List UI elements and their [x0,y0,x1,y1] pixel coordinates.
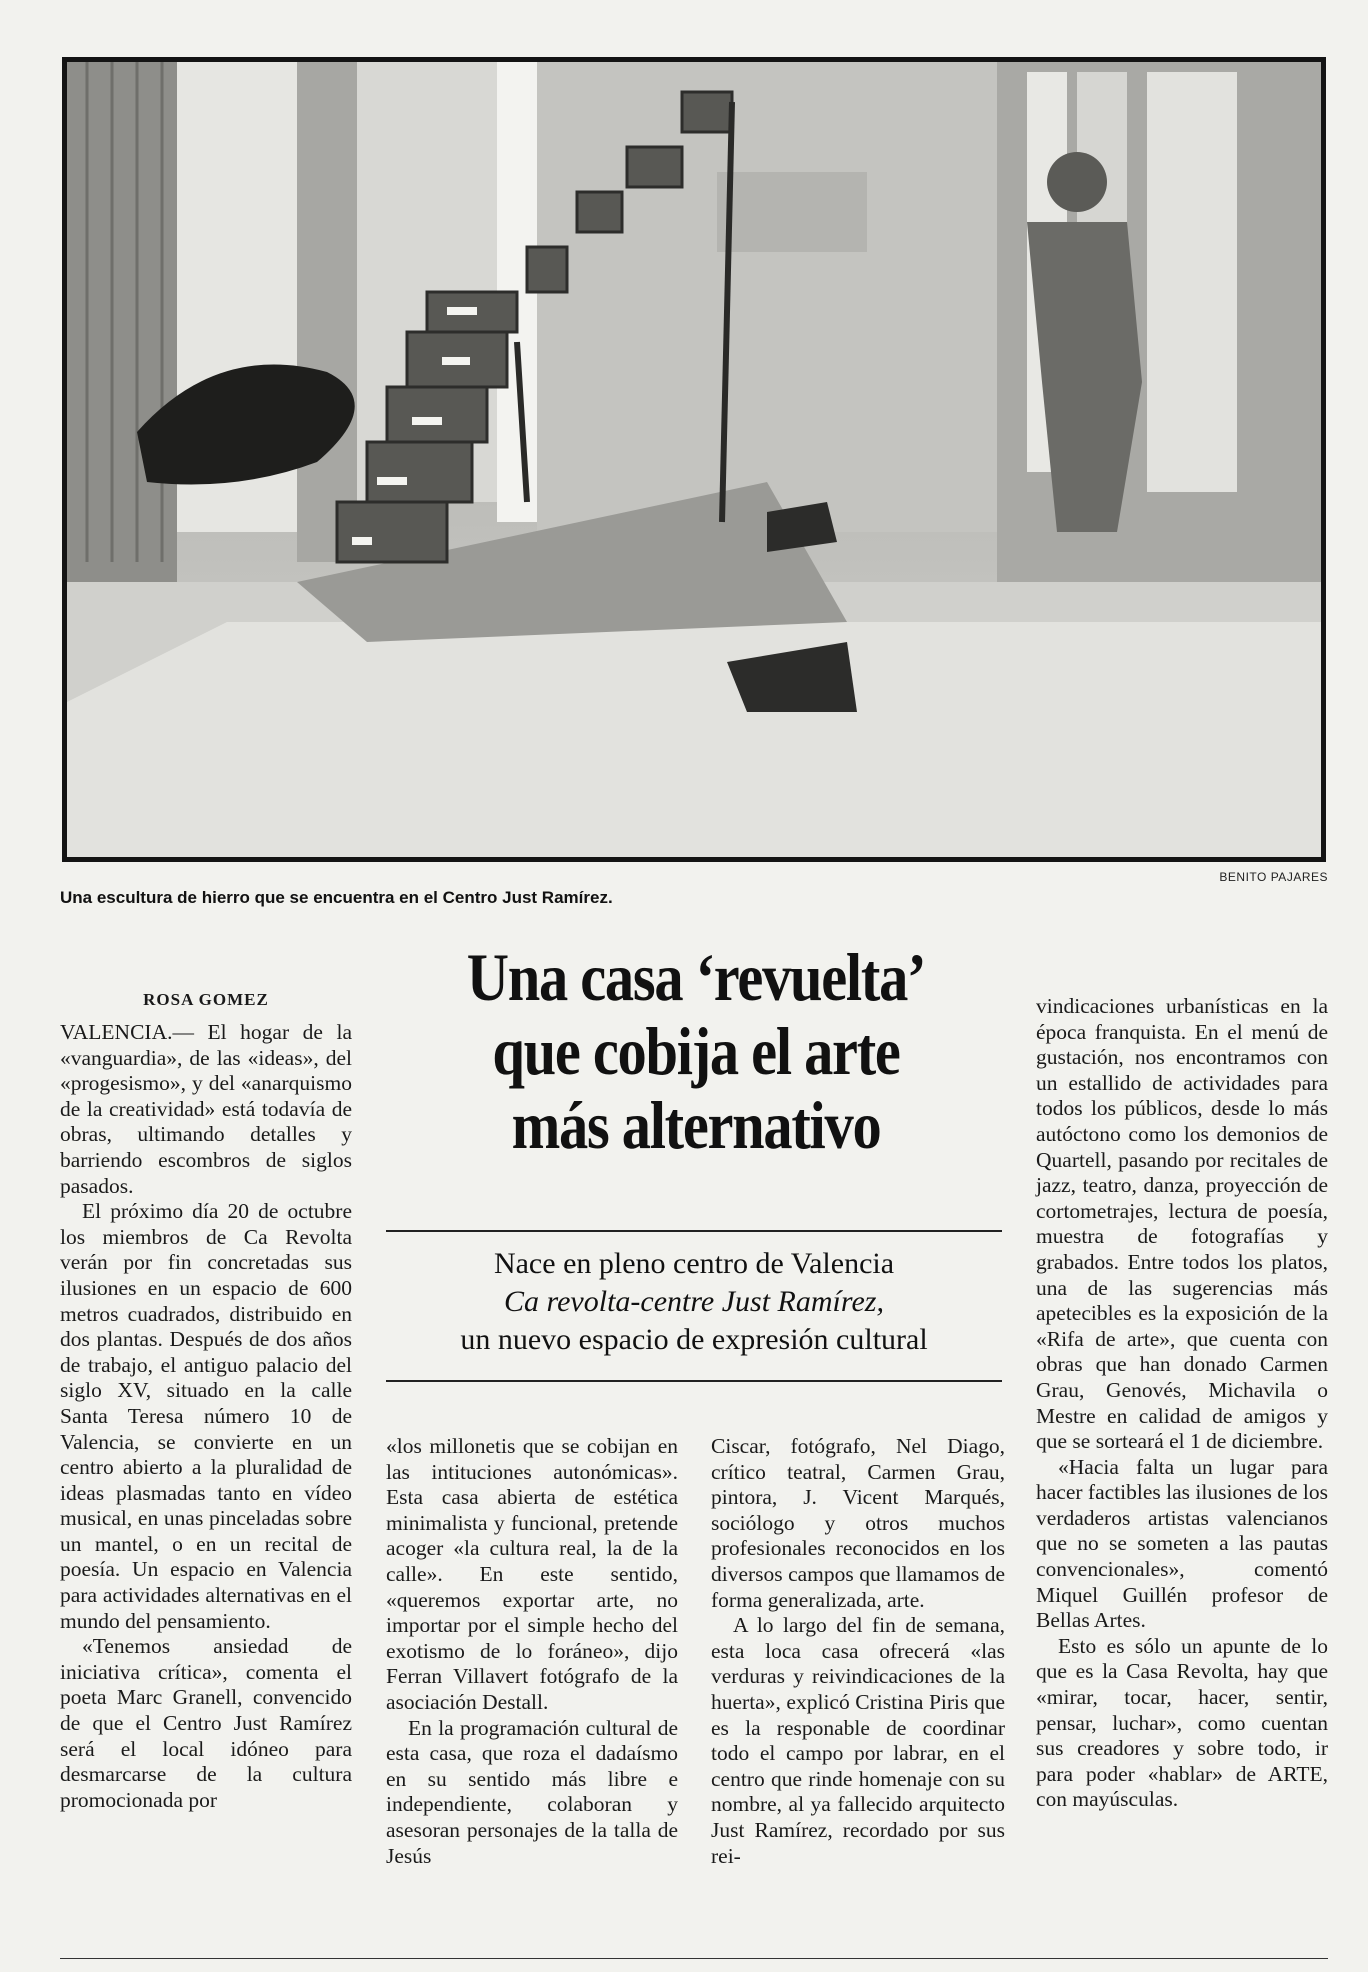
sculpture-photo-image [67,62,1321,857]
article-column-2 [386,1434,678,1869]
paragraph: El próximo día 20 de octubre los miembros de Ca Revolta verán por fin concretadas sus ilusiones en un espacio de 600 metros cuadrados, distribuido en dos plantas. Después de dos años de trabajo, el antiguo palacio del siglo XV, situado en la calle Santa Teresa número 10 de Valencia, se convierte en un centro abierto a la pluralidad de ideas plasmadas tanto en vídeo musical, en unas pinceladas sobre un mantel, o en un recital de poesía. Un espacio en Valencia para actividades alternativas en el mundo del pensamiento. [60,1199,352,1633]
paragraph: Esto es sólo un apunte de lo que es la Casa Revolta, hay que «mirar, tocar, hacer, sentir, pensar, luchar», como cuentan sus creadores y sobre todo, ir para poder «hablar» de ARTE, con mayúsculas. [1036,1633,1328,1812]
subhead-bottom-rule [386,1380,1002,1382]
subhead-top-rule [386,1230,1002,1232]
headline-line: que cobija el arte [492,1013,900,1089]
article-column-1 [60,1020,352,1813]
article-column-3 [711,1434,1005,1869]
subhead-line: Ca revolta-centre Just Ramírez, [504,1285,884,1318]
byline: ROSA GOMEZ [143,990,269,1009]
paragraph: VALENCIA.— El hogar de la «vanguardia», de las «ideas», del «progesismo», y del «anarquismo de la creatividad» está todavía de obras, ultimando detalles y barriendo escombros de siglos pasados. [60,1020,352,1198]
paragraph: A lo largo del fin de semana, esta loca casa ofrecerá «las verduras y reivindicaciones de la huerta», explicó Cristina Piris que es la responable de coordinar todo el campo por labrar, en el centro que rinde homenaje con su nombre, al ya fallecido arquitecto Just Ramírez, recordado por sus rei- [711,1613,1005,1868]
subhead-line: Nace en pleno centro de Valencia [493,1247,895,1280]
paragraph: «Tenemos ansiedad de iniciativa crítica», comenta el poeta Marc Granell, convencido de que el Centro Just Ramírez será el local idóneo para desmarcarse de la cultura promocionada por [60,1634,352,1812]
photo-credit: BENITO PAJARES [1219,870,1328,884]
paragraph: vindicaciones urbanísticas en la época franquista. En el menú de gustación, nos encontramos con un estallido de actividades para todos los públicos, desde lo más autóctono como los demonios de Quartell, pasando por recitales de jazz, teatro, danza, proyección de cortometrajes, lectura de poesía, muestra de fotografías y grabados. Entre todos los platos, una de las sugerencias más apetecibles es la exposición de la «Rifa de arte», que cuenta con obras que han donado Carmen Grau, Genovés, Michavila o Mestre en calidad de amigos y que se sorteará el 1 de diciembre. [1036,994,1328,1454]
paragraph: «Hacia falta un lugar para hacer factibles las ilusiones de los verdaderos artistas valencianos que no se someten a las pautas convencionales», comentó Miquel Guillén profesor de Bellas Artes. [1036,1454,1328,1633]
paragraph: En la programación cultural de esta casa, que roza el dadaísmo en su sentido más libre e independiente, colaboran y asesoran personajes de la talla de Jesús [386,1715,678,1868]
paragraph: «los millonetis que se cobijan en las intituciones autonómicas». Esta casa abierta de estética minimalista y funcional, pretende acoger «la cultura real, la de la calle». En este sentido, «queremos exportar arte, no importar por el simple hecho del exotismo de lo foráneo», dijo Ferran Villavert fotógrafo de la asociación Destall. [386,1434,678,1714]
subhead [386,1245,1002,1359]
headline [429,940,962,1162]
paragraph: Ciscar, fotógrafo, Nel Diago, crítico teatral, Carmen Grau, pintora, J. Vicent Marqués, sociólogo y otros muchos profesionales reconocidos en los diversos campos que llamamos de forma generalizada, arte. [711,1434,1005,1612]
photo-caption: Una escultura de hierro que se encuentra en el Centro Just Ramírez. [60,888,613,907]
sculpture-photo [62,57,1326,862]
article-column-4 [1036,994,1328,1813]
subhead-line: un nuevo espacio de expresión cultural [460,1323,928,1356]
headline-line: Una casa ‘revuelta’ [466,939,926,1015]
headline-line: más alternativo [511,1087,881,1163]
bottom-rule [60,1958,1328,1959]
